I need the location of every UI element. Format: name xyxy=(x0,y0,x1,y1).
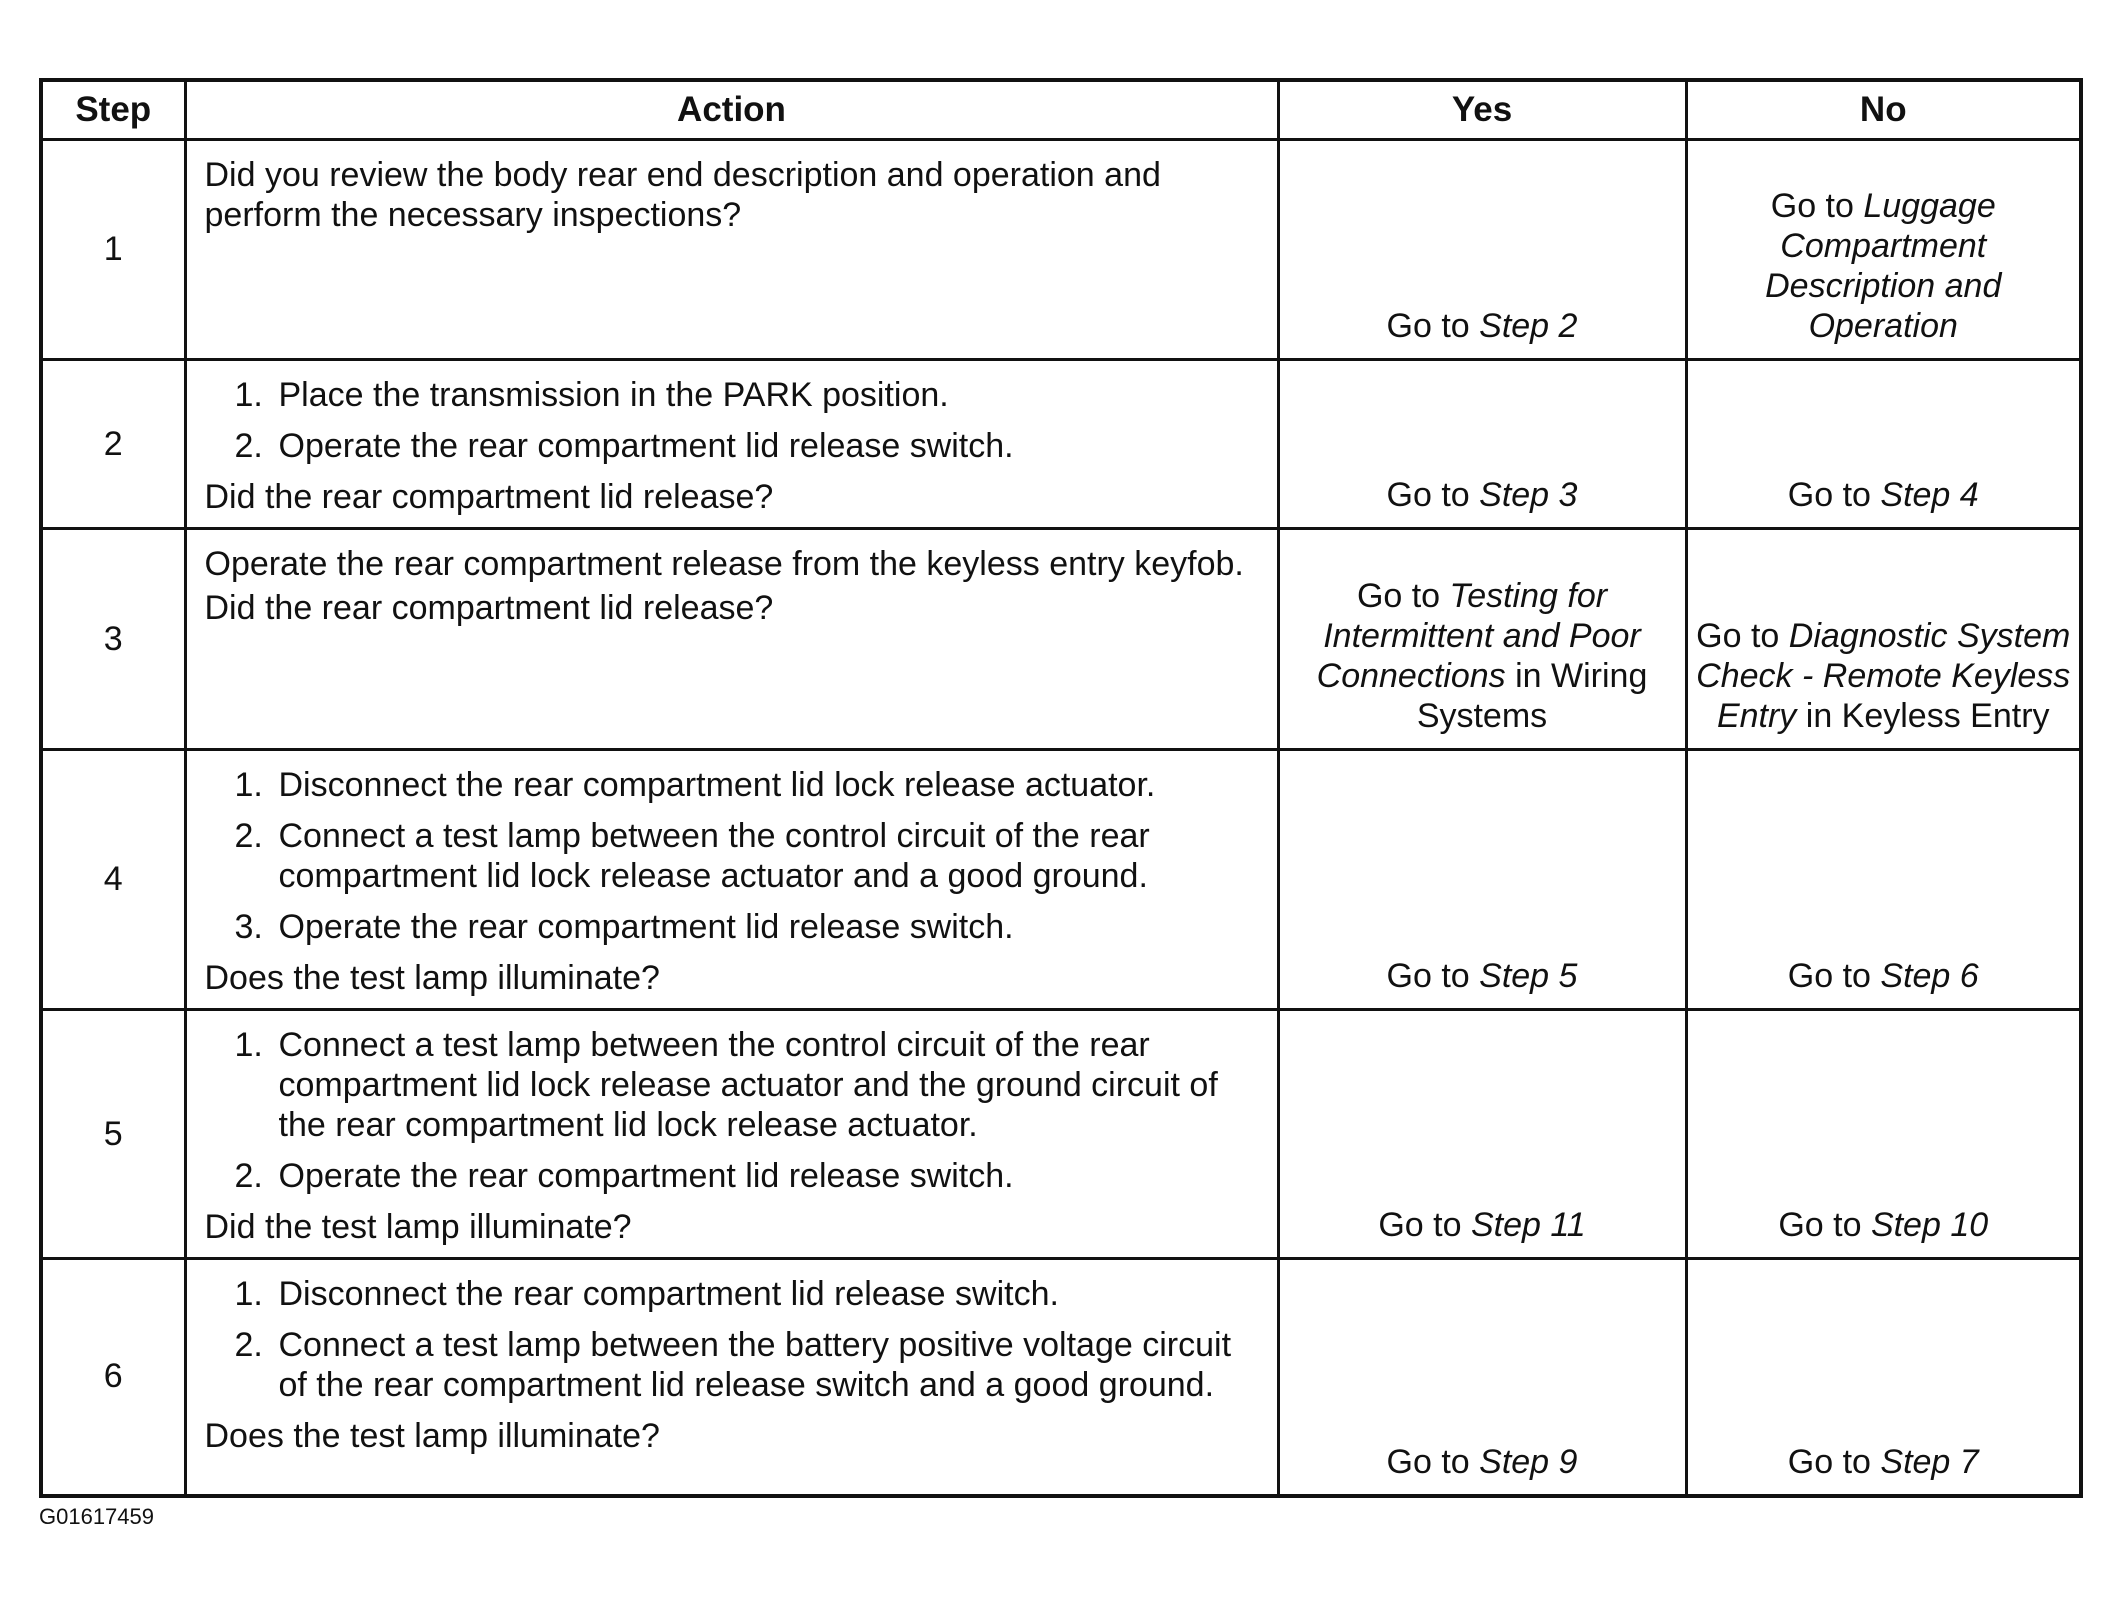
substep-number: 3. xyxy=(234,908,263,946)
step-number: 6 xyxy=(41,1259,185,1496)
action-question: Does the test lamp illuminate? xyxy=(204,1417,660,1455)
yes-cell xyxy=(1278,1010,1686,1259)
yes-suffix: in Wiring Systems xyxy=(1416,657,1648,735)
substep-item xyxy=(205,426,1263,466)
header-step: Step xyxy=(41,80,185,140)
action-question: Did the rear compartment lid release? xyxy=(204,478,774,516)
step-number: 3 xyxy=(41,529,185,750)
step-number: 5 xyxy=(41,1010,185,1259)
substep-item xyxy=(205,1325,1263,1405)
table-row xyxy=(41,750,2081,1010)
no-cell xyxy=(1686,1259,2081,1496)
yes-prefix: Go to xyxy=(1356,577,1450,615)
no-target: Step 6 xyxy=(1880,957,1979,995)
yes-cell xyxy=(1278,750,1686,1010)
yes-prefix: Go to xyxy=(1378,1206,1471,1244)
no-prefix: Go to xyxy=(1787,1442,1881,1481)
action-question: Did the test lamp illuminate? xyxy=(204,1208,632,1246)
action-cell xyxy=(185,140,1278,360)
yes-target: Step 3 xyxy=(1479,476,1578,514)
yes-target: Step 2 xyxy=(1479,307,1578,345)
substep-number: 1. xyxy=(234,1026,263,1064)
header-action: Action xyxy=(185,80,1278,140)
table-row xyxy=(41,529,2081,750)
yes-prefix: Go to xyxy=(1386,1442,1480,1481)
no-prefix: Go to xyxy=(1787,957,1881,995)
action-text: Did you review the body rear end description and operation and perform the necessary inspections? xyxy=(204,156,1161,234)
no-target: Step 7 xyxy=(1880,1442,1979,1481)
step-number: 4 xyxy=(41,750,185,1010)
substep-number: 1. xyxy=(234,1275,263,1313)
substep-text: Connect a test lamp between the battery positive voltage circuit of the rear compartment lid release switch and a good ground. xyxy=(278,1326,1232,1404)
yes-cell xyxy=(1278,140,1686,360)
no-cell xyxy=(1686,360,2081,529)
substep-number: 2. xyxy=(234,1157,263,1195)
no-cell xyxy=(1686,529,2081,750)
no-cell xyxy=(1686,750,2081,1010)
substep-list xyxy=(205,1274,1263,1405)
substep-item xyxy=(205,1025,1263,1145)
yes-cell xyxy=(1278,360,1686,529)
substep-text: Disconnect the rear compartment lid lock release actuator. xyxy=(278,766,1156,804)
table-header-row xyxy=(41,80,2081,140)
step-number: 2 xyxy=(41,360,185,529)
yes-cell xyxy=(1278,1259,1686,1496)
substep-item xyxy=(205,907,1263,947)
action-cell xyxy=(185,360,1278,529)
action-cell xyxy=(185,750,1278,1010)
substep-item xyxy=(205,1274,1263,1314)
yes-target: Step 5 xyxy=(1479,957,1578,995)
no-target: Luggage Compartment Description and Operation xyxy=(1765,187,2002,345)
step-number: 1 xyxy=(41,140,185,360)
table-row xyxy=(41,360,2081,529)
substep-number: 1. xyxy=(234,766,263,804)
substep-number: 1. xyxy=(234,376,263,414)
no-target: Step 4 xyxy=(1880,476,1979,514)
action-question: Did the rear compartment lid release? xyxy=(204,589,774,627)
yes-prefix: Go to xyxy=(1386,957,1480,995)
substep-text: Operate the rear compartment lid release switch. xyxy=(278,427,1014,465)
table-row xyxy=(41,140,2081,360)
substep-number: 2. xyxy=(234,1326,263,1364)
no-target: Step 10 xyxy=(1870,1206,1989,1244)
substep-text: Place the transmission in the PARK position. xyxy=(278,376,949,414)
substep-text: Disconnect the rear compartment lid release switch. xyxy=(278,1275,1059,1313)
header-no: No xyxy=(1686,80,2081,140)
action-text: Operate the rear compartment release from the keyless entry keyfob. xyxy=(204,545,1244,583)
yes-target: Testing for Intermittent and Poor Connections xyxy=(1316,577,1641,695)
substep-number: 2. xyxy=(234,427,263,465)
substep-item xyxy=(205,375,1263,415)
action-question: Does the test lamp illuminate? xyxy=(204,959,660,997)
no-prefix: Go to xyxy=(1770,187,1864,225)
substep-item xyxy=(205,1156,1263,1196)
substep-item xyxy=(205,816,1263,896)
no-prefix: Go to xyxy=(1778,1206,1871,1244)
action-cell xyxy=(185,529,1278,750)
no-cell xyxy=(1686,140,2081,360)
yes-target: Step 11 xyxy=(1470,1206,1586,1244)
substep-list xyxy=(205,765,1263,947)
yes-cell xyxy=(1278,529,1686,750)
substep-text: Operate the rear compartment lid release switch. xyxy=(278,908,1014,946)
yes-prefix: Go to xyxy=(1386,476,1480,514)
header-yes: Yes xyxy=(1278,80,1686,140)
no-suffix: in Keyless Entry xyxy=(1796,697,2050,735)
no-prefix: Go to xyxy=(1787,476,1881,514)
substep-text: Operate the rear compartment lid release switch. xyxy=(278,1157,1014,1195)
table-row xyxy=(41,1010,2081,1259)
action-cell xyxy=(185,1010,1278,1259)
table-row xyxy=(41,1259,2081,1496)
action-cell xyxy=(185,1259,1278,1496)
no-cell xyxy=(1686,1010,2081,1259)
substep-number: 2. xyxy=(234,817,263,855)
no-target: Diagnostic System Check - Remote Keyless Entry xyxy=(1696,617,2071,735)
diagnostic-table xyxy=(39,78,2083,1498)
figure-id: G01617459 xyxy=(39,1504,154,1529)
substep-text: Connect a test lamp between the control circuit of the rear compartment lid lock release actuator and a good ground. xyxy=(278,817,1150,895)
substep-list xyxy=(205,375,1263,466)
yes-prefix: Go to xyxy=(1386,307,1480,345)
substep-item xyxy=(205,765,1263,805)
substep-text: Connect a test lamp between the control circuit of the rear compartment lid lock release actuator and the ground circuit of the rear compartment lid lock release actuator. xyxy=(278,1026,1218,1144)
yes-target: Step 9 xyxy=(1479,1442,1578,1481)
no-prefix: Go to xyxy=(1696,617,1789,655)
substep-list xyxy=(205,1025,1263,1196)
